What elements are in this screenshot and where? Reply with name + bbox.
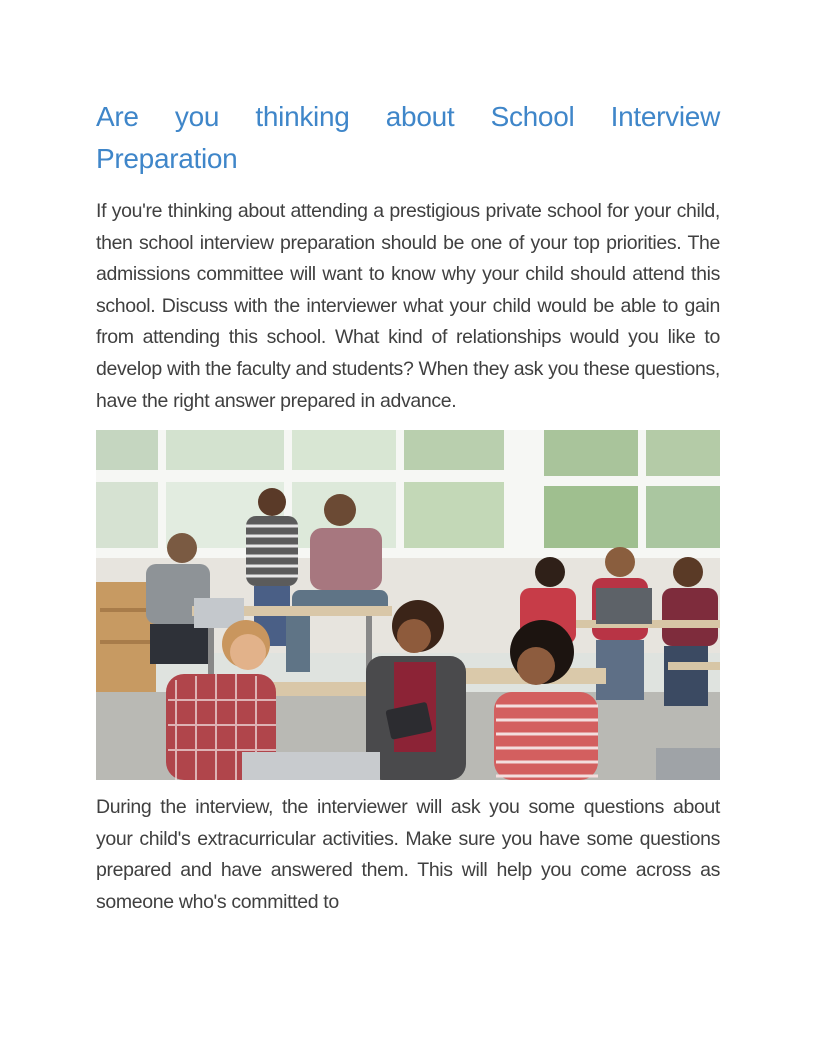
window-panes xyxy=(96,430,720,548)
document-page xyxy=(96,96,720,919)
intro-paragraph: If you're thinking about attending a prestigious private school for your child, then school interview preparation should be one of your top priorities. The admissions committee will want to know why your child should attend this school. Discuss with the interviewer what your child would be able to gain from attending this school. What kind of relationships would you like to develop with the faculty and students? When they ask you these questions, have the right answer prepared in advance. xyxy=(96,200,720,412)
interview-paragraph: During the interview, the interviewer will ask you some questions about your child's extracurricular activities. Make sure you have some questions prepared and have answered them. This will help you come across as someone who's committed to xyxy=(96,796,720,913)
classroom-photo xyxy=(96,430,720,780)
article-title: Are you thinking about School Interview Preparation xyxy=(96,101,720,174)
